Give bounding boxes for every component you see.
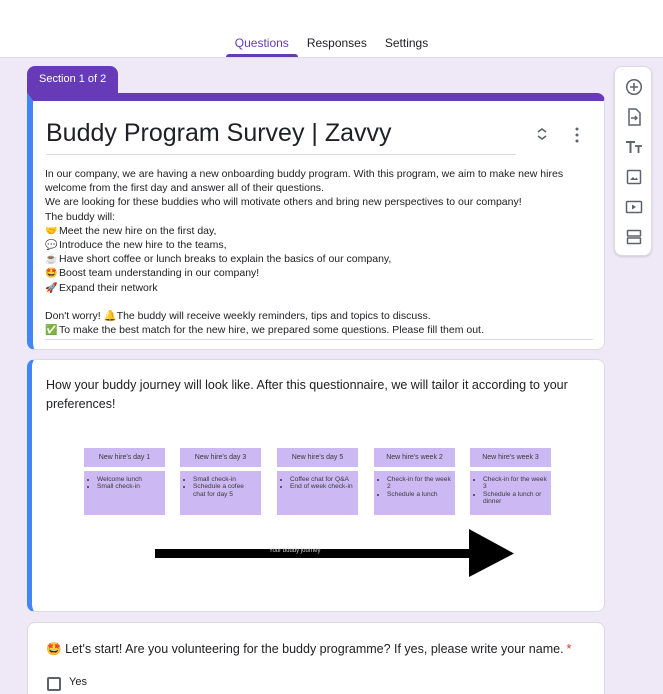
top-bar [0, 0, 663, 58]
tab-settings[interactable]: Settings [384, 36, 429, 50]
desc-line: 💬 Introduce the new hire to the teams, [45, 238, 593, 252]
journey-column-body [84, 471, 165, 515]
journey-item: • Schedule a lunch [387, 491, 451, 498]
tab-questions[interactable]: Questions [226, 35, 298, 57]
question-title: 🤩 Let's start! Are you volunteering for the buddy programme? If yes, please write your name. * [46, 642, 572, 656]
desc-line: welcome from the first day and answer all of their questions. [45, 182, 324, 195]
journey-diagram [79, 448, 549, 578]
journey-item: • Schedule a lunch or dinner [483, 491, 547, 506]
add-video-icon[interactable] [624, 197, 644, 217]
required-mark: * [566, 642, 572, 656]
journey-column-title: New hire's day 3 [180, 448, 261, 467]
journey-column-body [470, 471, 551, 515]
desc-line: In our company, we are having a new onboarding buddy program. With this program, we aim to make new hires [45, 168, 564, 180]
form-tabs [0, 35, 663, 57]
floating-toolbar [614, 66, 652, 256]
tab-responses[interactable]: Responses [306, 36, 367, 50]
journey-item: • Check-in for the week 2 [387, 476, 451, 491]
journey-item: • Welcome lunch [97, 476, 161, 483]
star-struck-icon: 🤩 [46, 642, 62, 656]
add-title-icon[interactable] [624, 137, 644, 157]
add-section-icon[interactable] [624, 227, 644, 247]
journey-card[interactable] [27, 359, 605, 612]
journey-column-body [277, 471, 358, 515]
journey-column [470, 448, 551, 515]
journey-item: • End of week check-in [290, 483, 354, 490]
journey-column [84, 448, 165, 515]
import-questions-icon[interactable] [624, 107, 644, 127]
option-label: Yes [69, 676, 87, 688]
journey-column-title: New hire's day 1 [84, 448, 165, 467]
desc-line [45, 295, 593, 309]
form-header-card[interactable] [27, 93, 605, 350]
journey-item: • Schedule a cofee chat for day 5 [193, 483, 257, 498]
option-checkbox[interactable] [47, 677, 61, 691]
rocket-icon: 🚀 [45, 282, 58, 294]
journey-item: • Check-in for the week 3 [483, 476, 547, 491]
desc-line: We are looking for these buddies who will motivate others and bring new perspectives to our company! [45, 196, 522, 209]
desc-line: Don't worry! 🔔The buddy will receive weekly reminders, tips and topics to discuss. [45, 309, 431, 322]
journey-item: • Small check-in [97, 483, 161, 490]
desc-line: 🤝 Meet the new hire on the first day, [45, 224, 593, 238]
speech-bubble-icon: 💬 [45, 239, 58, 251]
journey-column-body [374, 471, 455, 515]
more-options-icon[interactable] [574, 127, 580, 143]
journey-text: How your buddy journey will look like. After this questionnaire, we will tailor it according to your preferences! [46, 378, 568, 411]
desc-line: 🚀 Expand their network [45, 281, 593, 295]
journey-arrow-label: Your buddy journey [269, 548, 321, 554]
desc-line: 🤩 Boost team understanding in our company! [45, 266, 593, 280]
journey-item: • Coffee chat for Q&A [290, 476, 354, 483]
desc-line: ☕ Have short coffee or lunch breaks to explain the basics of our company, [45, 252, 593, 266]
handshake-icon: 🤝 [45, 225, 58, 237]
journey-column [374, 448, 455, 515]
star-struck-icon: 🤩 [45, 268, 58, 280]
journey-item: • Small check-in [193, 476, 257, 483]
question-card[interactable] [27, 622, 605, 694]
desc-line: The buddy will: [45, 210, 116, 223]
collapse-section-icon[interactable] [535, 127, 549, 141]
journey-column [180, 448, 261, 515]
form-title[interactable]: Buddy Program Survey | Zavvy [46, 119, 516, 155]
coffee-icon: ☕ [45, 254, 58, 266]
journey-column-title: New hire's day 5 [277, 448, 358, 467]
add-question-icon[interactable] [624, 77, 644, 97]
journey-column-title: New hire's week 3 [470, 448, 551, 467]
journey-column-title: New hire's week 2 [374, 448, 455, 467]
desc-line: ✅ To make the best match for the new hire, we prepared some questions. Please fill them out. [45, 323, 593, 337]
form-description[interactable] [45, 167, 593, 340]
journey-arrow-icon [151, 528, 516, 578]
section-indicator: Section 1 of 2 [27, 66, 118, 93]
check-mark-icon: ✅ [45, 325, 58, 337]
add-image-icon[interactable] [624, 167, 644, 187]
journey-column-body [180, 471, 261, 515]
journey-column [277, 448, 358, 515]
